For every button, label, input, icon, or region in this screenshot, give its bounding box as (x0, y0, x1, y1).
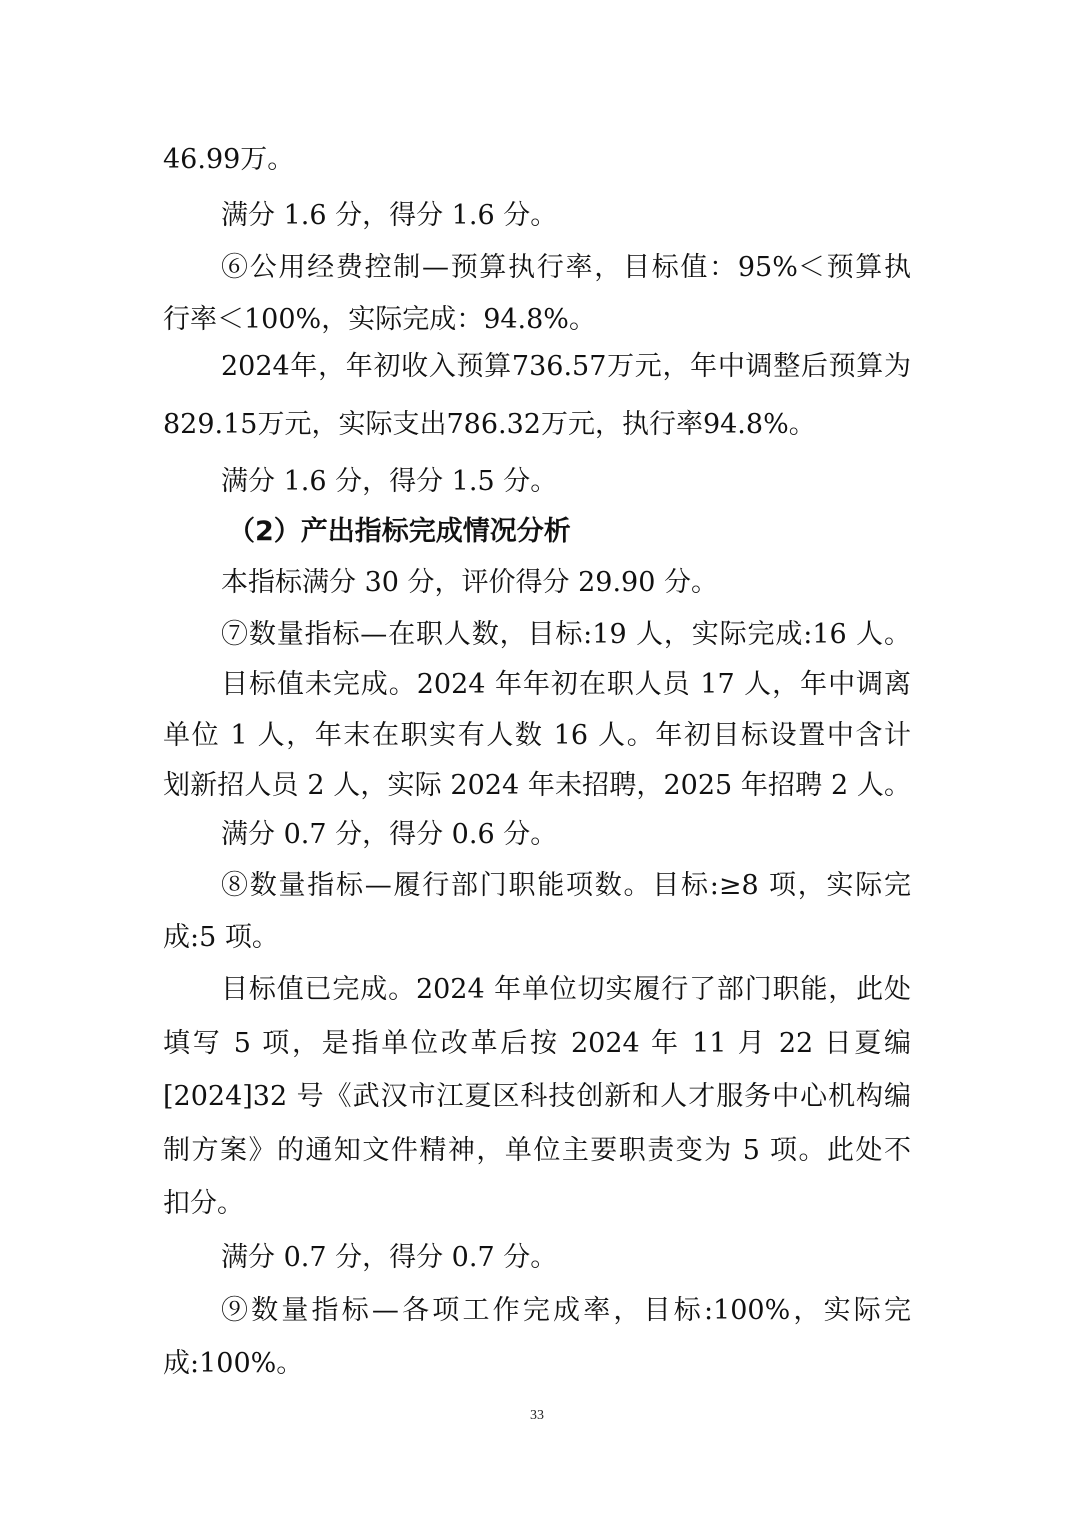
text-line: 行率＜100%，实际完成：94.8%。 (163, 304, 596, 335)
text-line: 满分 0.7 分，得分 0.7 分。 (221, 1242, 558, 1273)
text-line: 满分 1.6 分，得分 1.5 分。 (221, 466, 558, 497)
text-line: 46.99万。 (163, 144, 295, 175)
text-line: 单位 1 人，年末在职实有人数 16 人。年初目标设置中含计 (163, 720, 911, 751)
text-line: 满分 0.7 分，得分 0.6 分。 (221, 819, 558, 850)
text-line: ⑧数量指标—履行部门职能项数。目标:≥8 项，实际完 (221, 870, 911, 901)
page-number: 33 (530, 1408, 544, 1423)
text-line: 2024年，年初收入预算736.57万元，年中调整后预算为 (221, 351, 911, 382)
text-line: ⑦数量指标—在职人数，目标:19 人，实际完成:16 人。 (221, 619, 911, 650)
text-line: 成:100%。 (163, 1348, 304, 1379)
text-line: 满分 1.6 分，得分 1.6 分。 (221, 200, 558, 231)
text-line: 成:5 项。 (163, 922, 279, 953)
text-line: 目标值未完成。2024 年年初在职人员 17 人，年中调离 (221, 669, 911, 700)
text-line: 制方案》的通知文件精神，单位主要职责变为 5 项。此处不 (163, 1135, 911, 1166)
text-line: 填写 5 项，是指单位改革后按 2024 年 11 月 22 日夏编 (163, 1028, 911, 1059)
text-line: ⑨数量指标—各项工作完成率，目标:100%，实际完 (221, 1295, 911, 1326)
text-line: 829.15万元，实际支出786.32万元，执行率94.8%。 (163, 409, 816, 440)
text-line: ⑥公用经费控制—预算执行率，目标值：95%＜预算执 (221, 252, 911, 283)
text-line: 本指标满分 30 分，评价得分 29.90 分。 (221, 567, 718, 598)
text-line: 扣分。 (163, 1188, 244, 1219)
text-line: 划新招人员 2 人，实际 2024 年未招聘，2025 年招聘 2 人。 (163, 770, 911, 801)
text-line: [2024]32 号《武汉市江夏区科技创新和人才服务中心机构编 (163, 1081, 911, 1112)
section-heading: （2）产出指标完成情况分析 (228, 516, 571, 547)
text-line: 目标值已完成。2024 年单位切实履行了部门职能，此处 (221, 974, 911, 1005)
